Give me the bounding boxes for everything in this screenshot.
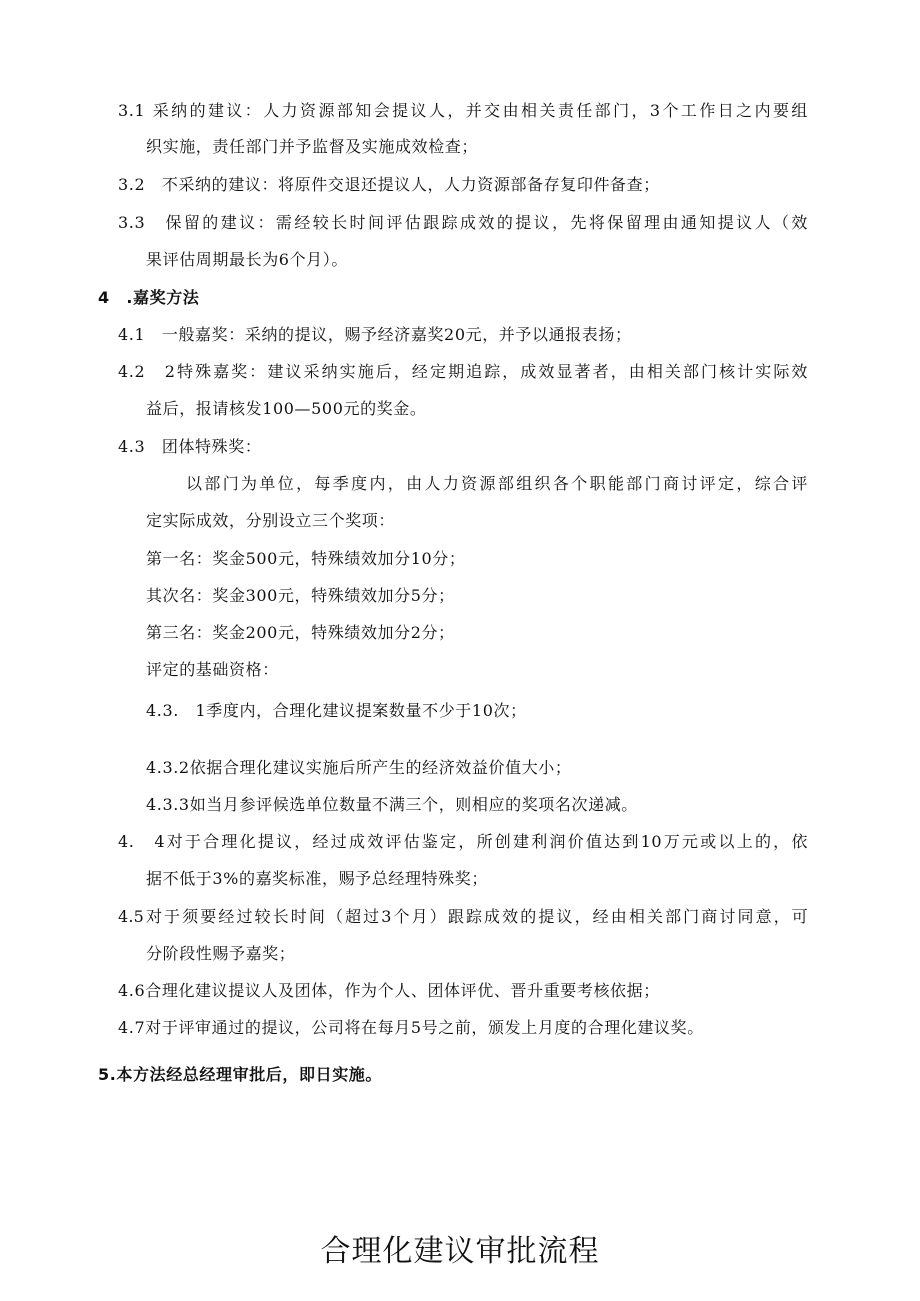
clause-4-4-line-1: 4. 4对于合理化提议，经过成效评估鉴定，所创建利润价值达到10万元或以上的，依 (118, 832, 808, 851)
flow-title: 合理化建议审批流程 (320, 1234, 600, 1269)
clause-3-3-line-2: 果评估周期最长为6个月）。 (146, 250, 348, 269)
clause-4-1: 4.1 一般嘉奖：采纳的提议，赐予经济嘉奖20元，并予以通报表扬； (118, 325, 632, 344)
clause-4-3-1: 4.3. 1季度内，合理化建议提案数量不少于10次； (146, 701, 527, 720)
clause-3-3-line-1: 3.3 保留的建议：需经较长时间评估跟踪成效的提议，先将保留理由通知提议人（效 (118, 213, 808, 232)
clause-4-7: 4.7对于评审通过的提议，公司将在每月5号之前，颁发上月度的合理化建议奖。 (118, 1018, 704, 1037)
clause-4-4-line-2: 据不低于3%的嘉奖标准，赐予总经理特殊奖； (146, 869, 488, 888)
prize-second: 其次名：奖金300元，特殊绩效加分5分； (146, 586, 455, 605)
clause-4-3-3: 4.3.3如当月参评候选单位数量不满三个，则相应的奖项名次递减。 (146, 795, 638, 814)
clause-4-2-line-2: 益后，报请核发100—500元的奖金。 (146, 399, 427, 418)
clause-4-2-line-1: 4.2 2特殊嘉奖：建议采纳实施后，经定期追踪，成效显著者，由相关部门核计实际效 (118, 362, 808, 381)
clause-4-5-line-2: 分阶段性赐予嘉奖； (146, 944, 296, 963)
clause-4-5-line-1: 4.5对于须要经过较长时间（超过3个月）跟踪成效的提议，经由相关部门商讨同意，可 (118, 907, 808, 926)
clause-4-3-para-line-1: 以部门为单位，每季度内，由人力资源部组织各个职能部门商讨评定，综合评 (186, 474, 808, 493)
clause-4-3-2: 4.3.2依据合理化建议实施后所产生的经济效益价值大小； (146, 758, 572, 777)
section-5: 5.本方法经总经理审批后，即日实施。 (98, 1065, 383, 1084)
clause-4-3-para-line-2: 定实际成效，分别设立三个奖项： (146, 511, 396, 530)
clause-3-1-line-2: 织实施，责任部门并予监督及实施成效检查； (146, 137, 479, 156)
clause-3-2: 3.2 不采纳的建议：将原件交退还提议人，人力资源部备存复印件备查； (118, 175, 660, 194)
clause-4-6: 4.6合理化建议提议人及团体，作为个人、团体评优、晋升重要考核依据； (118, 981, 660, 1000)
eligibility-heading: 评定的基础资格： (146, 660, 279, 679)
clause-4-3-heading: 4.3 团体特殊奖： (118, 437, 262, 456)
prize-first: 第一名：奖金500元，特殊绩效加分10分； (146, 549, 466, 568)
section-4-heading: 4 .嘉奖方法 (98, 288, 200, 307)
clause-3-1-line-1: 3.1 采纳的建议：人力资源部知会提议人，并交由相关责任部门，3个工作日之内要组 (118, 101, 808, 120)
prize-third: 第三名：奖金200元，特殊绩效加分2分； (146, 623, 455, 642)
